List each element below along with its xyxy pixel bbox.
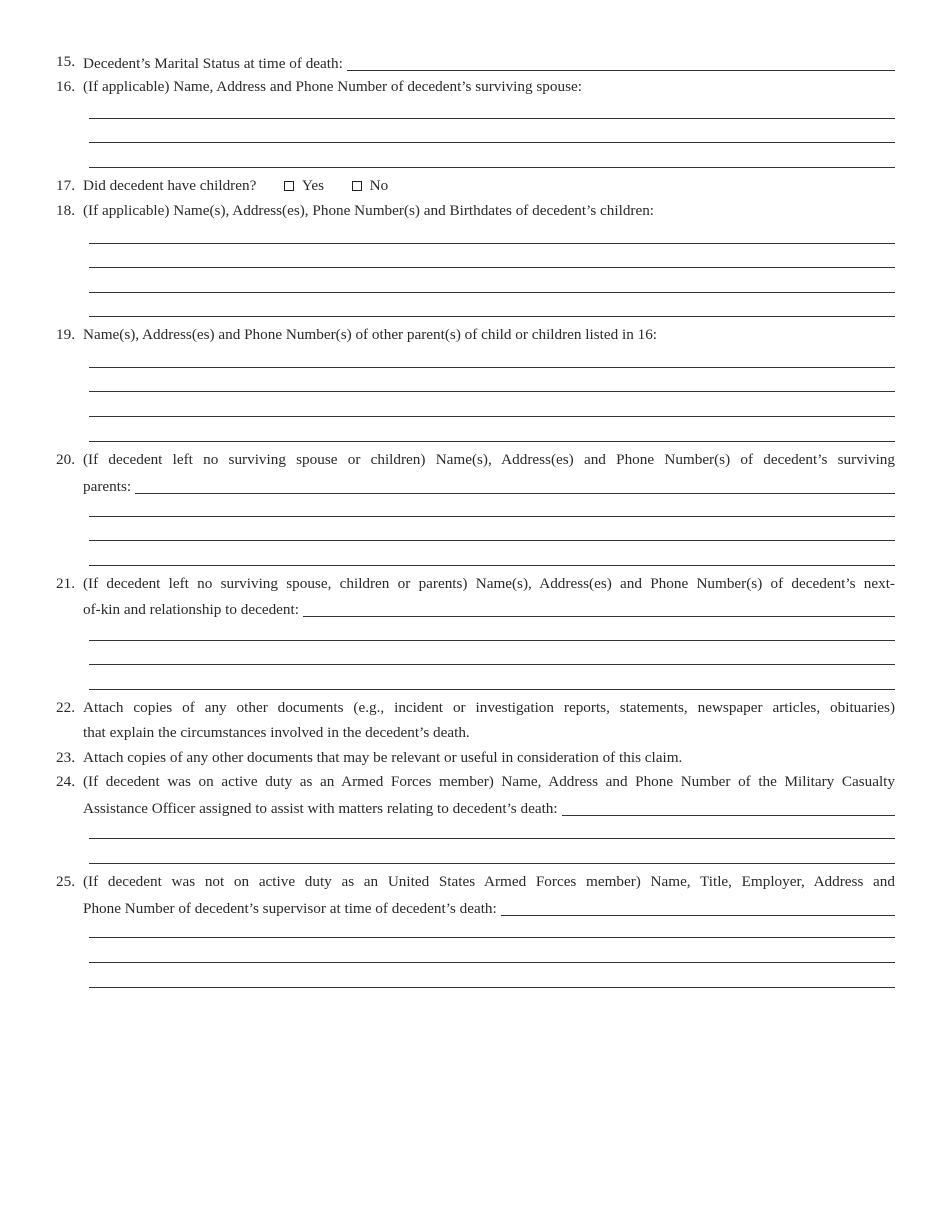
item-24-line-1: (If decedent was on active duty as an Armed Forces member) Name, Address and Phone Number of the Military Casualty	[83, 773, 895, 790]
children-no-checkbox[interactable]	[352, 181, 362, 191]
children-yes-checkbox[interactable]	[284, 181, 294, 191]
next-of-kin-field-line-2[interactable]	[89, 664, 895, 665]
supervisor-field-line-1[interactable]	[89, 937, 895, 938]
next-of-kin-field[interactable]	[303, 602, 895, 617]
marital-status-field[interactable]	[347, 56, 895, 71]
item-21-row-2	[83, 599, 895, 619]
item-21-line-2: of-kin and relationship to decedent:	[83, 601, 299, 618]
children-field-line-1[interactable]	[89, 243, 895, 244]
children-field-line-3[interactable]	[89, 292, 895, 293]
item-24-line-2: Assistance Officer assigned to assist with matters relating to decedent’s death:	[83, 800, 558, 817]
casualty-officer-field[interactable]	[562, 801, 895, 816]
item-16-label: (If applicable) Name, Address and Phone Number of decedent’s surviving spouse:	[83, 78, 582, 95]
children-yes-label: Yes	[301, 177, 325, 194]
item-25-line-2: Phone Number of decedent’s supervisor at time of decedent’s death:	[83, 900, 497, 917]
item-25-line-1: (If decedent was not on active duty as an United States Armed Forces member) Name, Title, Employer, Address and	[83, 873, 895, 890]
next-of-kin-field-line-3[interactable]	[89, 689, 895, 690]
item-19-label: Name(s), Address(es) and Phone Number(s) of other parent(s) of child or children listed in 16:	[83, 326, 658, 343]
item-17-number: 17.	[56, 177, 75, 194]
supervisor-field-line-3[interactable]	[89, 987, 895, 988]
parents-field-line-1[interactable]	[89, 516, 895, 517]
spouse-field-line-2[interactable]	[89, 142, 895, 143]
item-15-row	[83, 53, 895, 73]
children-no-label: No	[369, 177, 389, 194]
other-parent-field-line-2[interactable]	[89, 391, 895, 392]
item-17-row	[83, 177, 895, 195]
casualty-officer-field-line-2[interactable]	[89, 863, 895, 864]
other-parent-field-line-3[interactable]	[89, 416, 895, 417]
item-16-number: 16.	[56, 78, 75, 95]
item-25-row-2	[83, 898, 895, 918]
other-parent-field-line-1[interactable]	[89, 367, 895, 368]
item-24-row-2	[83, 798, 895, 818]
item-22-number: 22.	[56, 699, 75, 716]
children-field-line-4[interactable]	[89, 316, 895, 317]
item-20-line-1: (If decedent left no surviving spouse or children) Name(s), Address(es) and Phone Number(s) of decedent’s surviving	[83, 451, 895, 468]
parents-field-line-2[interactable]	[89, 540, 895, 541]
item-18-label: (If applicable) Name(s), Address(es), Phone Number(s) and Birthdates of decedent’s children:	[83, 202, 655, 219]
item-20-number: 20.	[56, 451, 75, 468]
item-21-number: 21.	[56, 575, 75, 592]
supervisor-field[interactable]	[501, 901, 895, 916]
item-21-line-1: (If decedent left no surviving spouse, children or parents) Name(s), Address(es) and Phone Number(s) of decedent’s next-	[83, 575, 895, 592]
parents-field-line-3[interactable]	[89, 565, 895, 566]
item-17-label: Did decedent have children?	[83, 177, 257, 194]
item-22-line-1: Attach copies of any other documents (e.g., incident or investigation reports, statements, newspaper articles, obituaries)	[83, 699, 895, 716]
item-18-number: 18.	[56, 202, 75, 219]
children-field-line-2[interactable]	[89, 267, 895, 268]
item-20-row-2	[83, 476, 895, 496]
spouse-field-line-3[interactable]	[89, 167, 895, 168]
other-parent-field-line-4[interactable]	[89, 441, 895, 442]
item-15-label: Decedent’s Marital Status at time of death:	[83, 55, 343, 72]
item-24-number: 24.	[56, 773, 75, 790]
item-20-line-2: parents:	[83, 478, 132, 495]
supervisor-field-line-2[interactable]	[89, 962, 895, 963]
item-22-line-2: that explain the circumstances involved in the decedent’s death.	[83, 724, 470, 741]
item-25-number: 25.	[56, 873, 75, 890]
casualty-officer-field-line-1[interactable]	[89, 838, 895, 839]
item-23-number: 23.	[56, 749, 75, 766]
item-15-number: 15.	[56, 53, 75, 70]
next-of-kin-field-line-1[interactable]	[89, 640, 895, 641]
item-23-label: Attach copies of any other documents that may be relevant or useful in consideration of this claim.	[83, 749, 683, 766]
parents-field[interactable]	[135, 479, 895, 494]
item-19-number: 19.	[56, 326, 75, 343]
spouse-field-line-1[interactable]	[89, 118, 895, 119]
